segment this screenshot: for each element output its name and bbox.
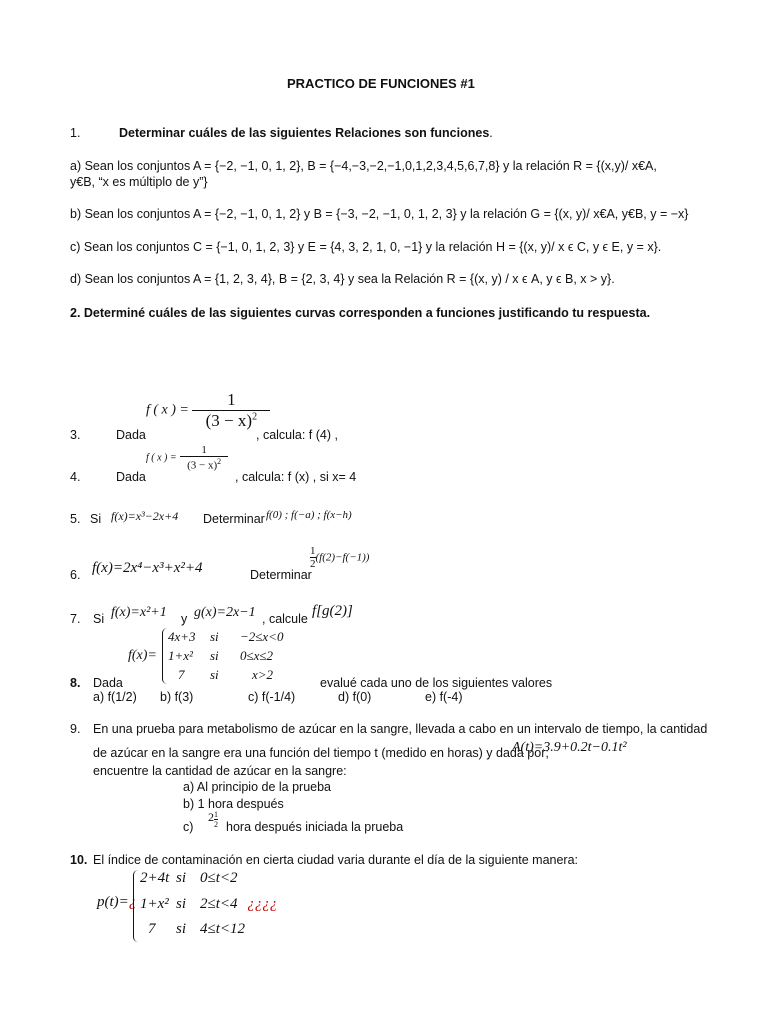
q8-piece-1-cond: −2≤x<0 bbox=[240, 629, 284, 644]
q8-piece-1 bbox=[168, 629, 283, 645]
q9-option-c-text: hora después iniciada la prueba bbox=[226, 820, 404, 834]
q1-item-d: d) Sean los conjuntos A = {1, 2, 3, 4}, B = {2, 3, 4} y sea la Relación R = {(x, y) / x ϵ A, y ϵ B, x > y}. bbox=[70, 272, 615, 286]
q8-number: 8. bbox=[70, 676, 81, 690]
q7-si: Si bbox=[93, 612, 105, 626]
q7-number: 7. bbox=[70, 612, 81, 626]
q6-formula: f(x)=2x⁴−x³+x²+4 bbox=[92, 560, 203, 576]
q3-numerator: 1 bbox=[227, 390, 236, 409]
q10-piece-3-si: si bbox=[176, 921, 187, 937]
q4-den-exp: 2 bbox=[217, 457, 222, 466]
q3-number: 3. bbox=[70, 428, 81, 442]
q9-option-c-label: c) bbox=[183, 820, 194, 834]
q8-lhs: f(x)= bbox=[128, 648, 157, 663]
q9-number: 9. bbox=[70, 722, 81, 736]
q10-text: El índice de contaminación en cierta ciudad varia durante el día de la siguiente manera: bbox=[93, 853, 579, 867]
page-title: PRACTICO DE FUNCIONES #1 bbox=[287, 76, 475, 91]
q8-brace bbox=[162, 628, 167, 684]
q7-g: g(x)=2x−1 bbox=[194, 605, 256, 620]
q6-half-num: 1 bbox=[310, 545, 316, 557]
q8-dada: Dada bbox=[93, 676, 123, 690]
q6-expr: (f(2)−f(−1)) bbox=[315, 551, 370, 564]
q8-piece-3-cond: x>2 bbox=[252, 667, 274, 682]
q1-item-b: b) Sean los conjuntos A = {−2, −1, 0, 1, 2} y B = {−3, −2, −1, 0, 1, 2, 3} y la relación G = {(x, y)/ x€A, y€B, y = −x} bbox=[70, 207, 689, 221]
q8-instruction: evalué cada uno de los siguientes valores bbox=[320, 676, 553, 690]
q4-denominator bbox=[180, 456, 228, 472]
q8-piece-2-cond: 0≤x≤2 bbox=[240, 648, 274, 663]
q8-piece-1-expr: 4x+3 bbox=[168, 629, 196, 644]
q5-values: f(0) ; f(−a) ; f(x−h) bbox=[266, 509, 352, 521]
q6-half-den: 2 bbox=[310, 558, 316, 570]
q10-piece-2 bbox=[140, 896, 277, 913]
q10-piece-2-cond: 2≤t<4 bbox=[200, 896, 238, 912]
q3-tail: , calcula: f (4) , bbox=[256, 428, 338, 442]
q1-item-c: c) Sean los conjuntos C = {−1, 0, 1, 2, 3} y E = {4, 3, 2, 1, 0, −1} y la relación H = {(x, y)/ x ϵ C, y ϵ E, y = x}. bbox=[70, 240, 662, 254]
q4-den-base: (3 − x) bbox=[187, 459, 218, 472]
q9-c-num: 1 bbox=[214, 810, 218, 819]
q10-piece-1 bbox=[140, 870, 238, 887]
q5-formula: f(x)=x³−2x+4 bbox=[111, 509, 179, 523]
q9-option-a: a) Al principio de la prueba bbox=[183, 780, 332, 794]
q4-fraction bbox=[180, 444, 228, 472]
q3-lhs: f ( x ) = bbox=[146, 402, 189, 418]
q8-piece-3 bbox=[168, 667, 273, 683]
q7-f: f(x)=x²+1 bbox=[111, 605, 167, 620]
q3-den-base: (3 − x) bbox=[205, 411, 253, 430]
q8-option-e: e) f(-4) bbox=[425, 690, 463, 704]
q7-calcule: , calcule bbox=[262, 612, 308, 626]
q1-heading-end: . bbox=[489, 126, 493, 140]
q9-c-int: 2 bbox=[208, 810, 214, 824]
q1-heading-text: Determinar cuáles de las siguientes Relaciones son funciones bbox=[119, 126, 490, 140]
q9-option-b: b) 1 hora después bbox=[183, 797, 284, 811]
q3-dada: Dada bbox=[116, 428, 146, 442]
q1-heading bbox=[119, 126, 493, 140]
q10-piece-3-expr: 7 bbox=[148, 921, 156, 937]
q4-numerator: 1 bbox=[201, 444, 207, 456]
q8-option-a: a) f(1/2) bbox=[93, 690, 137, 704]
q3-formula bbox=[146, 390, 270, 431]
q9-formula: A(t)=3.9+0.2t−0.1t² bbox=[512, 740, 627, 755]
q8-piece-3-expr: 7 bbox=[178, 667, 185, 682]
q10-lhs bbox=[97, 894, 136, 911]
q1-number: 1. bbox=[70, 126, 81, 140]
q4-tail: , calcula: f (x) , si x= 4 bbox=[235, 470, 357, 484]
q10-lhs-text: p(t)= bbox=[97, 894, 129, 910]
q6-expression bbox=[310, 545, 369, 570]
q4-number: 4. bbox=[70, 470, 81, 484]
q9-c-den: 2 bbox=[214, 820, 218, 829]
q10-piece-1-si: si bbox=[176, 870, 187, 886]
q3-fraction bbox=[192, 390, 270, 431]
q4-formula bbox=[146, 444, 228, 472]
q9-line-1: En una prueba para metabolismo de azúcar en la sangre, llevada a cabo en un intervalo de tiempo, la cantidad bbox=[93, 722, 708, 736]
q8-option-d: d) f(0) bbox=[338, 690, 372, 704]
q10-piece-1-cond: 0≤t<2 bbox=[200, 870, 238, 886]
q9-c-frac bbox=[214, 810, 218, 829]
q10-number: 10. bbox=[70, 853, 88, 867]
q10-piece-2-si: si bbox=[176, 896, 187, 912]
q8-piece-1-si: si bbox=[210, 629, 219, 644]
q8-option-b: b) f(3) bbox=[160, 690, 194, 704]
q9-option-c-mixed bbox=[208, 810, 218, 829]
q10-lhs-mark: ¿ bbox=[128, 894, 137, 910]
q10-piece-2-mark: ¿¿¿¿ bbox=[247, 896, 278, 912]
q5-number: 5. bbox=[70, 512, 81, 526]
q1-item-a: a) Sean los conjuntos A = {−2, −1, 0, 1, 2}, B = {−4,−3,−2,−1,0,1,2,3,4,5,6,7,8} y la relación R = {(x,y)/ x€A, y€B, “x es múltiplo de y”} bbox=[70, 159, 657, 189]
q5-determinar: Determinar bbox=[203, 512, 265, 526]
q9-line-2: de azúcar en la sangre era una función del tiempo t (medido en horas) y dada por; bbox=[93, 746, 549, 760]
q4-lhs: f ( x ) = bbox=[146, 452, 177, 464]
q2-text: 2. Determiné cuáles de las siguientes curvas corresponden a funciones justificando tu respuesta. bbox=[70, 306, 651, 320]
q10-brace bbox=[133, 870, 138, 942]
q6-number: 6. bbox=[70, 568, 81, 582]
q10-piece-3-cond: 4≤t<12 bbox=[200, 921, 246, 937]
q6-determinar: Determinar bbox=[250, 568, 312, 582]
q7-y: y bbox=[181, 612, 188, 626]
q8-piece-3-si: si bbox=[210, 667, 219, 682]
q10-piece-3 bbox=[140, 921, 245, 938]
q9-line-3: encuentre la cantidad de azúcar en la sangre: bbox=[93, 764, 347, 778]
q4-dada: Dada bbox=[116, 470, 146, 484]
q8-piece-2-si: si bbox=[210, 648, 219, 663]
q8-piece-2-expr: 1+x² bbox=[168, 648, 193, 663]
q10-piece-2-expr: 1+x² bbox=[140, 896, 169, 912]
q10-piece-1-expr: 2+4t bbox=[140, 870, 170, 886]
q8-piece-2 bbox=[168, 648, 273, 664]
q8-option-c: c) f(-1/4) bbox=[248, 690, 296, 704]
q5-si: Si bbox=[90, 512, 102, 526]
q3-den-exp: 2 bbox=[252, 411, 258, 423]
q7-target: f[g(2)] bbox=[312, 603, 353, 619]
